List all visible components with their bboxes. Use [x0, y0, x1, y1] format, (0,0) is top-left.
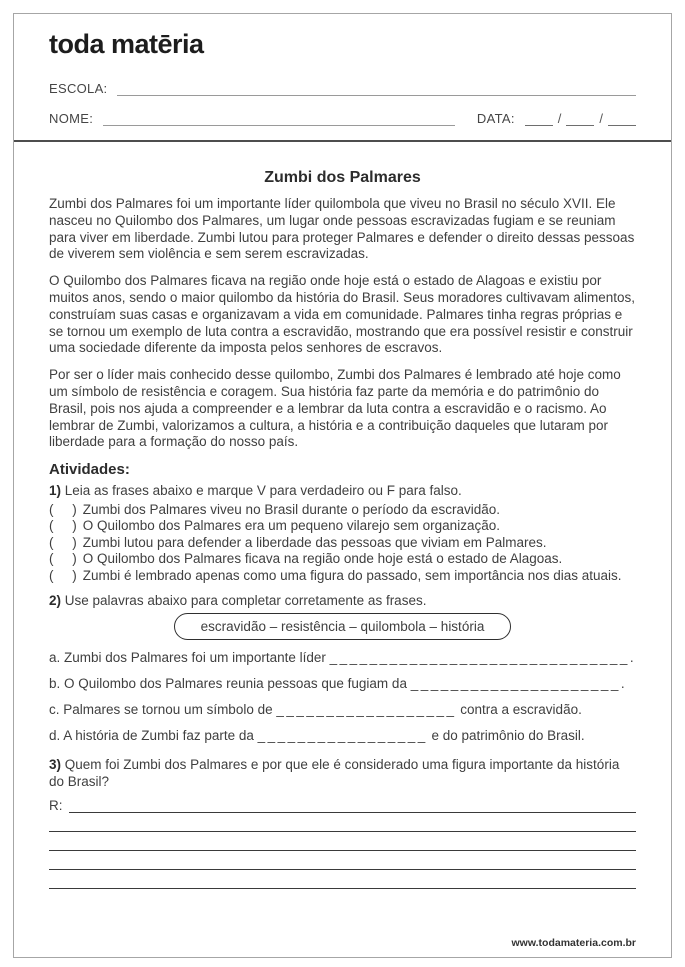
- activity3-prompt-row: [49, 756, 636, 790]
- true-false-item: [49, 551, 636, 568]
- school-field-row: [49, 81, 636, 96]
- sentence-suffix: .: [629, 650, 634, 666]
- sentence-prefix: b. O Quilombo dos Palmares reunia pessoas que fugiam da: [49, 676, 411, 692]
- activity1-number: 1): [49, 482, 62, 498]
- word-bank-pill: [174, 613, 512, 640]
- footer-url: www.todamateria.com.br: [511, 937, 636, 949]
- intro-paragraph-1: Zumbi dos Palmares foi um importante líder quilombola que viveu no Brasil no século XVII. Ele nasceu no Quilombo dos Palmares, um lugar onde pessoas escravizadas fugiam e se reuniam para viver em liberdade. Zumbi lutou para proteger Palmares e defender o direito dessas pessoas de viverem sem violência e sem serem escravizadas.: [49, 196, 635, 262]
- fill-in-sentence: [49, 649, 636, 666]
- answer-block: [49, 794, 636, 889]
- answer-first-row: [49, 794, 636, 813]
- sentence-suffix: e do patrimônio do Brasil.: [427, 728, 585, 744]
- school-write-line[interactable]: [117, 81, 636, 96]
- sentence-suffix: .: [620, 676, 625, 692]
- date-group: [477, 111, 636, 126]
- answer-write-line[interactable]: [49, 813, 636, 832]
- worksheet-header: [14, 14, 671, 126]
- answer-parentheses[interactable]: ( ): [49, 518, 77, 534]
- true-false-statement: O Quilombo dos Palmares era um pequeno vilarejo sem organização.: [82, 518, 500, 534]
- activity2-prompt: Use palavras abaixo para completar corretamente as frases.: [64, 593, 427, 609]
- sentence-prefix: d. A história de Zumbi faz parte da: [49, 728, 258, 744]
- true-false-item: [49, 535, 636, 552]
- answer-parentheses[interactable]: ( ): [49, 534, 77, 550]
- fill-in-sentence: [49, 701, 636, 718]
- activity2-prompt-row: [49, 592, 636, 609]
- date-month-line[interactable]: [566, 112, 594, 126]
- toda-materia-logo: toda matēria: [49, 29, 204, 59]
- answer-write-line[interactable]: [49, 832, 636, 851]
- date-slash: /: [599, 111, 603, 127]
- sentence-suffix: contra a escravidão.: [456, 702, 582, 718]
- fill-blank[interactable]: ______________________________: [329, 650, 630, 666]
- date-year-line[interactable]: [608, 112, 636, 126]
- answer-parentheses[interactable]: ( ): [49, 567, 77, 583]
- fill-in-sentence: [49, 675, 636, 692]
- date-label: DATA:: [476, 111, 515, 127]
- true-false-statement: Zumbi é lembrado apenas como uma figura do passado, sem importância nos dias atuais.: [82, 567, 622, 583]
- school-label: ESCOLA:: [49, 81, 108, 97]
- answer-parentheses[interactable]: ( ): [49, 551, 77, 567]
- true-false-statement: O Quilombo dos Palmares ficava na região onde hoje está o estado de Alagoas.: [82, 551, 563, 567]
- answer-write-line[interactable]: [49, 851, 636, 870]
- worksheet-body: [14, 142, 671, 889]
- intro-paragraph-2: O Quilombo dos Palmares ficava na região onde hoje está o estado de Alagoas e existiu por muitos anos, sendo o maior quilombo da história do Brasil. Seus moradores cultivavam alimentos, construíam suas casas e organizavam a vida em comunidade. Palmares tinha regras próprias e se tornou um exemplo de luta contra a escravidão, mostrando que era possível resistir e construir uma sociedade diferente da imposta pelos senhores de escravos.: [49, 273, 636, 356]
- date-day-line[interactable]: [525, 112, 553, 126]
- fill-blank[interactable]: _________________: [257, 728, 428, 744]
- true-false-item: [49, 502, 636, 519]
- true-false-list: [49, 502, 636, 585]
- activity2-number: 2): [49, 593, 62, 609]
- fill-in-sentence: [49, 727, 636, 744]
- activity1-prompt-row: [49, 482, 636, 499]
- true-false-item: [49, 568, 636, 585]
- sentence-prefix: a. Zumbi dos Palmares foi um importante líder: [49, 650, 330, 666]
- true-false-statement: Zumbi dos Palmares viveu no Brasil durante o período da escravidão.: [82, 501, 500, 517]
- answer-label: R:: [49, 798, 63, 814]
- date-slash: /: [557, 111, 562, 127]
- activities-heading: Atividades:: [49, 461, 130, 479]
- intro-paragraph-3: Por ser o líder mais conhecido desse quilombo, Zumbi dos Palmares é lembrado até hoje como um símbolo de resistência e coragem. Sua história faz parte da memória e do patrimônio do Brasil, pois nos ajuda a compreender e a lembrar da luta contra a escravidão e o racismo. Ao lembrar de Zumbi, valorizamos a cultura, a história e a contribuição daqueles que lutaram por liberdade para a formação do nosso país.: [49, 367, 621, 450]
- activity1-prompt: Leia as frases abaixo e marque V para verdadeiro ou F para falso.: [64, 482, 462, 498]
- worksheet-page: [13, 13, 672, 958]
- true-false-item: [49, 518, 636, 535]
- name-write-line[interactable]: [103, 111, 455, 126]
- true-false-statement: Zumbi lutou para defender a liberdade das pessoas que viviam em Palmares.: [82, 534, 547, 550]
- activity3-number: 3): [49, 757, 62, 773]
- word-bank-words: escravidão – resistência – quilombola – história: [200, 619, 485, 635]
- sentence-prefix: c. Palmares se tornou um símbolo de: [49, 702, 277, 718]
- name-label: NOME:: [49, 111, 94, 127]
- answer-write-line[interactable]: [69, 794, 637, 813]
- name-date-field-row: [49, 111, 636, 126]
- answer-write-line[interactable]: [49, 870, 636, 889]
- activity3-prompt: Quem foi Zumbi dos Palmares e por que ele é considerado uma figura importante da história do Brasil?: [49, 757, 620, 790]
- fill-blank[interactable]: __________________: [276, 702, 457, 718]
- answer-parentheses[interactable]: ( ): [49, 501, 77, 517]
- fill-blank[interactable]: _____________________: [410, 676, 621, 692]
- page-title: Zumbi dos Palmares: [264, 169, 421, 187]
